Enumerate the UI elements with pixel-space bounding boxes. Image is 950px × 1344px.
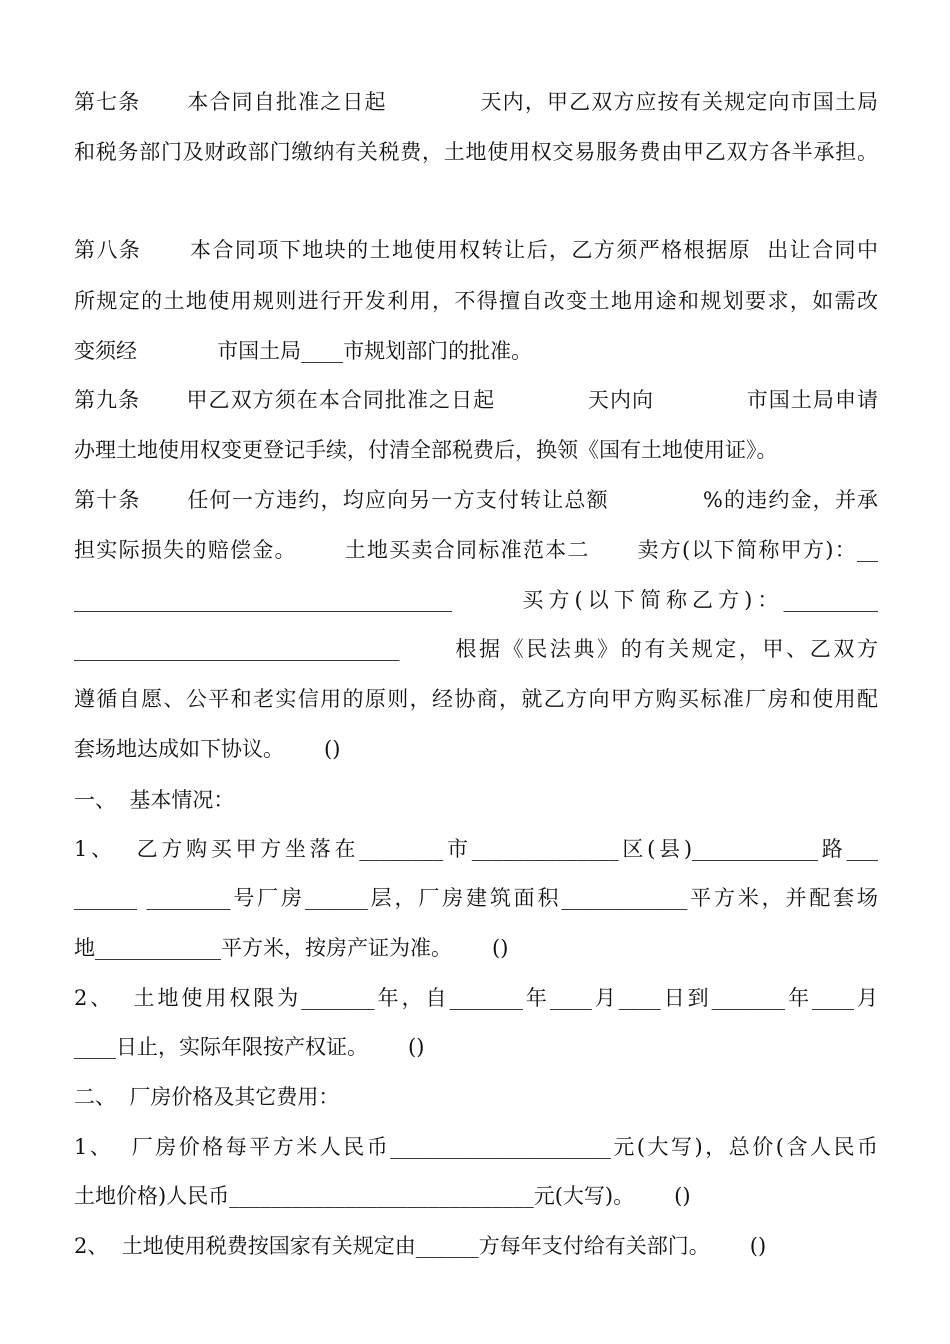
text-line: 1、 厂房价格每平方米人民币_____________________元(大写)，总价(含人民币 [74,1135,878,1159]
text-line: 所规定的土地使用规则进行开发利用，不得擅自改变土地用途和规划要求，如需改 [74,289,878,313]
text-line: 1、 乙方购买甲方坐落在________市______________区(县)____________路___ [74,837,878,861]
text-line: 套场地达成如下协议。 () [74,737,341,761]
text-line: 地____________平方米，按房产证为准。 () [74,936,509,960]
text-line: 2、 土地使用税费按国家有关规定由______方每年支付给有关部门。 () [74,1234,767,1258]
text-line: 土地价格)人民币_____________________________元(大写)。 () [74,1184,691,1208]
text-line: 第九条 甲乙双方须在本合同批准之日起 天内向 市国土局申请 [74,388,878,412]
text-line: 第八条 本合同项下地块的土地使用权转让后，乙方须严格根据原 出让合同中 [74,238,878,262]
text-line: ____________________________________ 买方(以下简称乙方)：_________ [74,588,878,612]
text-line: 担实际损失的赔偿金。 土地买卖合同标准范本二 卖方(以下简称甲方)：__ [74,538,878,562]
text-line: 和税务部门及财政部门缴纳有关税费，土地使用权交易服务费由甲乙双方各半承担。 [74,140,878,164]
text-line: 第七条 本合同自批准之日起 天内，甲乙双方应按有关规定向市国土局 [74,90,878,114]
text-line: ______ ________号厂房______层，厂房建筑面积____________平方米，并配套场 [74,886,878,910]
text-line: 变须经 市国土局____市规划部门的批准。 [74,339,533,363]
text-line: ____日止，实际年限按产权证。 () [74,1035,425,1059]
text-line: 第十条 任何一方违约，均应向另一方支付转让总额 %的违约金，并承 [74,488,878,512]
section-heading: 二、 厂房价格及其它费用： [74,1085,340,1109]
text-line: 遵循自愿、公平和老实信用的原则，经协商，就乙方向甲方购买标准厂房和使用配 [74,687,878,711]
text-line: 办理土地使用权变更登记手续，付清全部税费后，换领《国有土地使用证》。 [74,438,778,462]
text-line: 2、 土地使用权限为_______年，自_______年____月____日到_______年____月 [74,986,878,1010]
section-heading: 一、 基本情况： [74,788,235,812]
text-line: _______________________________ 根据《民法典》的有关规定，甲、乙双方 [74,637,878,661]
